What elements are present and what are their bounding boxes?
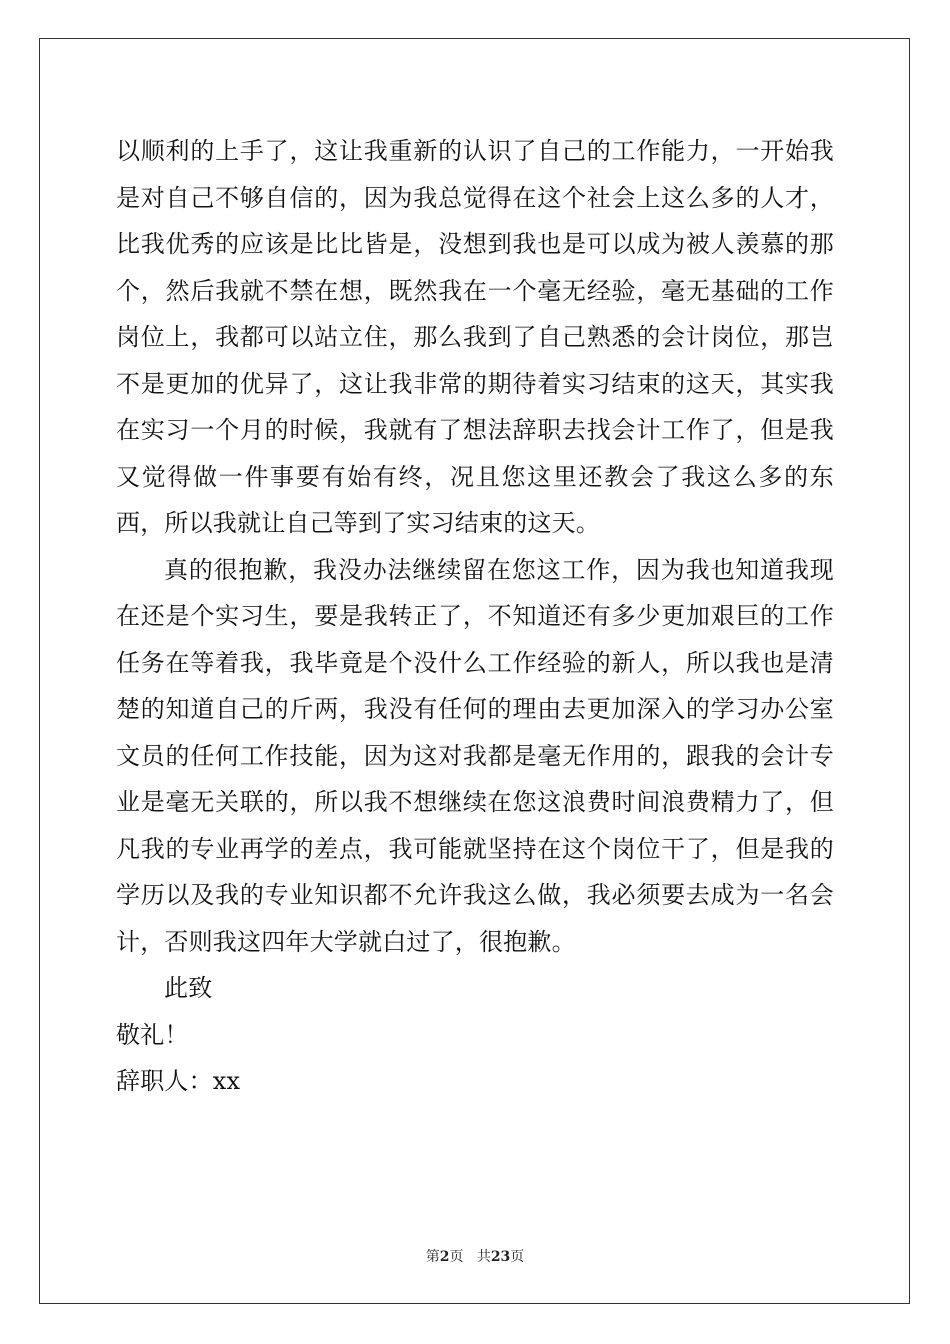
- total-unit: 页: [510, 1249, 525, 1265]
- paragraph-apology: 真的很抱歉，我没办法继续留在您这工作，因为我也知道我现在还是个实习生，要是我转正了，不知道还有多少更加艰巨的工作任务在等着我，我毕竟是个没什么工作经验的新人，所以我也是清楚的知道自己的斤两，我没有任何的理由去更加深入的学习办公室文员的任何工作技能，因为这对我都是毫无作用的，跟我的会计专业是毫无关联的，所以我不想继续在您这浪费时间浪费精力了，但凡我的专业再学的差点，我可能就坚持在这个岗位干了，但是我的学历以及我的专业知识都不允许我这么做，我必须要去成为一名会计，否则我这四年大学就白过了，很抱歉。: [116, 555, 834, 956]
- document-body: [116, 128, 834, 1105]
- page-footer: [0, 1246, 950, 1266]
- total-prefix: 共: [476, 1249, 491, 1265]
- paragraph-continued: 以顺利的上手了，这让我重新的认识了自己的工作能力，一开始我是对自己不够自信的，因为我总觉得在这个社会上这么多的人才，比我优秀的应该是比比皆是，没想到我也是可以成为被人羡慕的那个，然后我就不禁在想，既然我在一个毫无经验，毫无基础的工作岗位上，我都可以站立住，那么我到了自己熟悉的会计岗位，那岂不是更加的优异了，这让我非常的期待着实习结束的这天，其实我在实习一个月的时候，我就有了想法辞职去找会计工作了，但是我又觉得做一件事要有始有终，况且您这里还教会了我这么多的东西，所以我就让自己等到了实习结束的这天。: [116, 137, 834, 537]
- signature: 辞职人：xx: [116, 1067, 241, 1095]
- total-pages: 23: [490, 1249, 511, 1265]
- salutation: 敬礼！: [116, 1020, 189, 1049]
- page-unit: 页: [449, 1249, 464, 1265]
- page-prefix: 第: [425, 1249, 440, 1265]
- page-number: 2: [439, 1249, 450, 1265]
- closing-phrase: 此致: [164, 974, 213, 1002]
